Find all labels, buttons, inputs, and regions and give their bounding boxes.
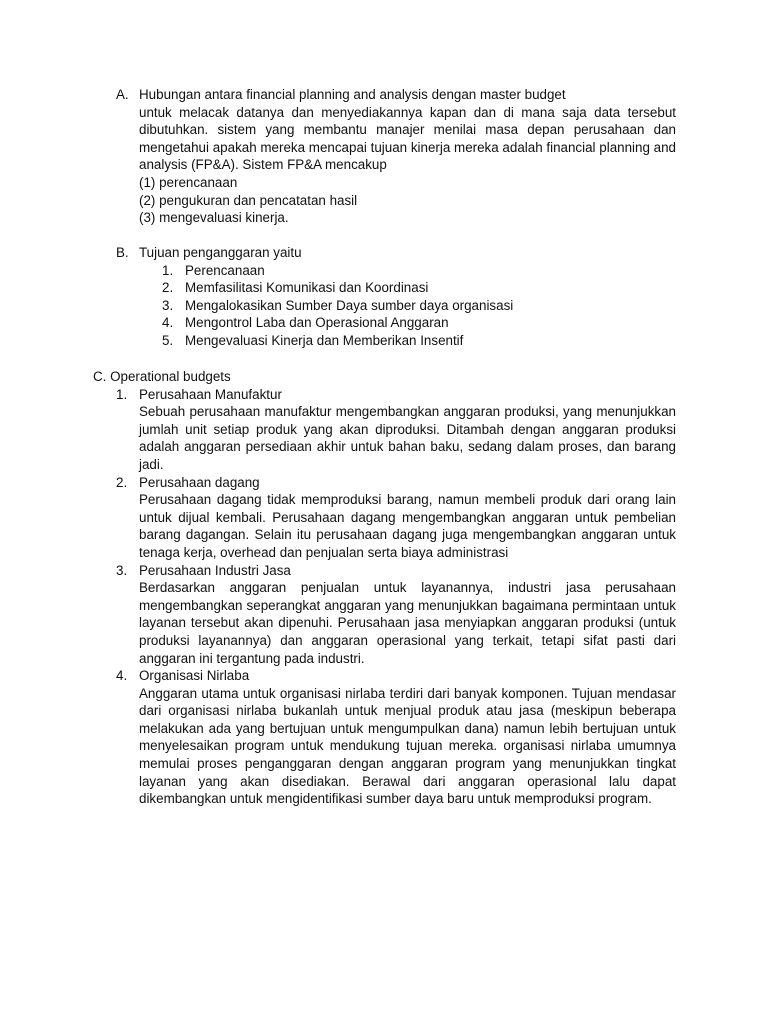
section-c-item <box>93 386 676 474</box>
section-c-item-body: Berdasarkan anggaran penjualan untuk layanannya, industri jasa perusahaan mengembangkan seperangkat anggaran yang menunjukkan bagaimana permintaan untuk layanan tersebut akan dipenuhi. Perusahaan jasa menyiapkan anggaran produksi (untuk produksi layanannya) dan anggaran operasional yang terkait, tetapi sifat pasti dari anggaran ini tergantung pada industri. <box>139 580 676 666</box>
section-c-item-body: Sebuah perusahaan manufaktur mengembangkan anggaran produksi, yang menunjukkan jumlah unit setiap produk yang akan diproduksi. Ditambah dengan anggaran produksi adalah anggaran persediaan akhir untuk bahan baku, sedang dalam proses, dan barang jadi. <box>139 404 676 472</box>
section-c-item-body: Perusahaan dagang tidak memproduksi barang, namun membeli produk dari orang lain untuk dijual kembali. Perusahaan dagang mengembangkan anggaran untuk pembelian barang dagangan. Selain itu perusahaan dagang juga mengembangkan anggaran untuk tenaga kerja, overhead dan penjualan serta biaya administrasi <box>139 492 676 560</box>
section-c-heading: C. Operational budgets <box>93 369 231 384</box>
section-a-item: (3) mengevaluasi kinerja. <box>139 210 289 226</box>
list-item-number: 2. <box>162 280 174 296</box>
section-c-item-number: 2. <box>116 474 128 490</box>
list-item-number: 4. <box>162 315 174 331</box>
list-item <box>116 279 676 297</box>
section-c-item-title: Perusahaan Industri Jasa <box>139 562 291 578</box>
section-a-marker: A. <box>116 87 129 102</box>
list-item-number: 3. <box>162 297 174 313</box>
section-c-item <box>93 474 676 562</box>
list-item-number: 5. <box>162 332 174 348</box>
section-c-item-title: Perusahaan dagang <box>139 474 260 490</box>
list-item-text: Memfasilitasi Komunikasi dan Koordinasi <box>185 280 429 296</box>
section-c-item <box>93 562 676 668</box>
section-b-list <box>116 262 676 350</box>
section-c-item-number: 3. <box>116 562 128 578</box>
section-a-item: (1) perencanaan <box>139 174 238 190</box>
list-item <box>116 297 676 315</box>
section-a-item: (2) pengukuran dan pencatatan hasil <box>139 192 358 208</box>
section-c-item <box>93 667 676 808</box>
section-b <box>116 244 676 350</box>
list-item-number: 1. <box>162 262 174 278</box>
list-item <box>116 332 676 350</box>
section-b-heading: Tujuan penganggaran yaitu <box>139 245 302 260</box>
section-a-content <box>139 86 676 227</box>
list-item <box>116 314 676 332</box>
list-item <box>116 262 676 280</box>
section-c-item-body: Anggaran utama untuk organisasi nirlaba terdiri dari banyak komponen. Tujuan mendasar dari organisasi nirlaba bukanlah untuk menjual produk atau jasa (meskipun beberapa melakukan ada yang bertujuan untuk mengumpulkan dana) namun lebih bertujuan untuk menyelesaikan program untuk mendukung tujuan mereka. organisasi nirlaba umumnya memulai proses penganggaran dengan anggaran program yang menunjukkan tingkat layanan yang akan disediakan. Berawal dari anggaran operasional lalu dapat dikembangkan untuk mengidentifikasi sumber daya baru untuk memproduksi program. <box>139 685 676 807</box>
section-c-item-number: 1. <box>116 386 128 402</box>
section-c-item-number: 4. <box>116 668 128 684</box>
section-a <box>116 86 676 227</box>
section-a-paragraph: untuk melacak datanya dan menyediakannya kapan dan di mana saja data tersebut dibutuhkan. sistem yang membantu manajer menilai masa depan perusahaan dan mengetahui apakah mereka mencapai tujuan kinerja mereka adalah financial planning and analysis (FP&A). Sistem FP&A mencakup <box>139 104 676 173</box>
section-a-heading: Hubungan antara financial planning and analysis dengan master budget <box>139 87 566 102</box>
section-b-marker: B. <box>116 245 129 260</box>
section-c-item-title: Organisasi Nirlaba <box>139 668 250 684</box>
list-item-text: Mengalokasikan Sumber Daya sumber daya organisasi <box>185 297 514 313</box>
section-c-item-title: Perusahaan Manufaktur <box>139 386 282 402</box>
section-c <box>93 368 676 808</box>
list-item-text: Mengontrol Laba dan Operasional Anggaran <box>185 315 449 331</box>
list-item-text: Mengevaluasi Kinerja dan Memberikan Insentif <box>185 332 464 348</box>
list-item-text: Perencanaan <box>185 262 265 278</box>
